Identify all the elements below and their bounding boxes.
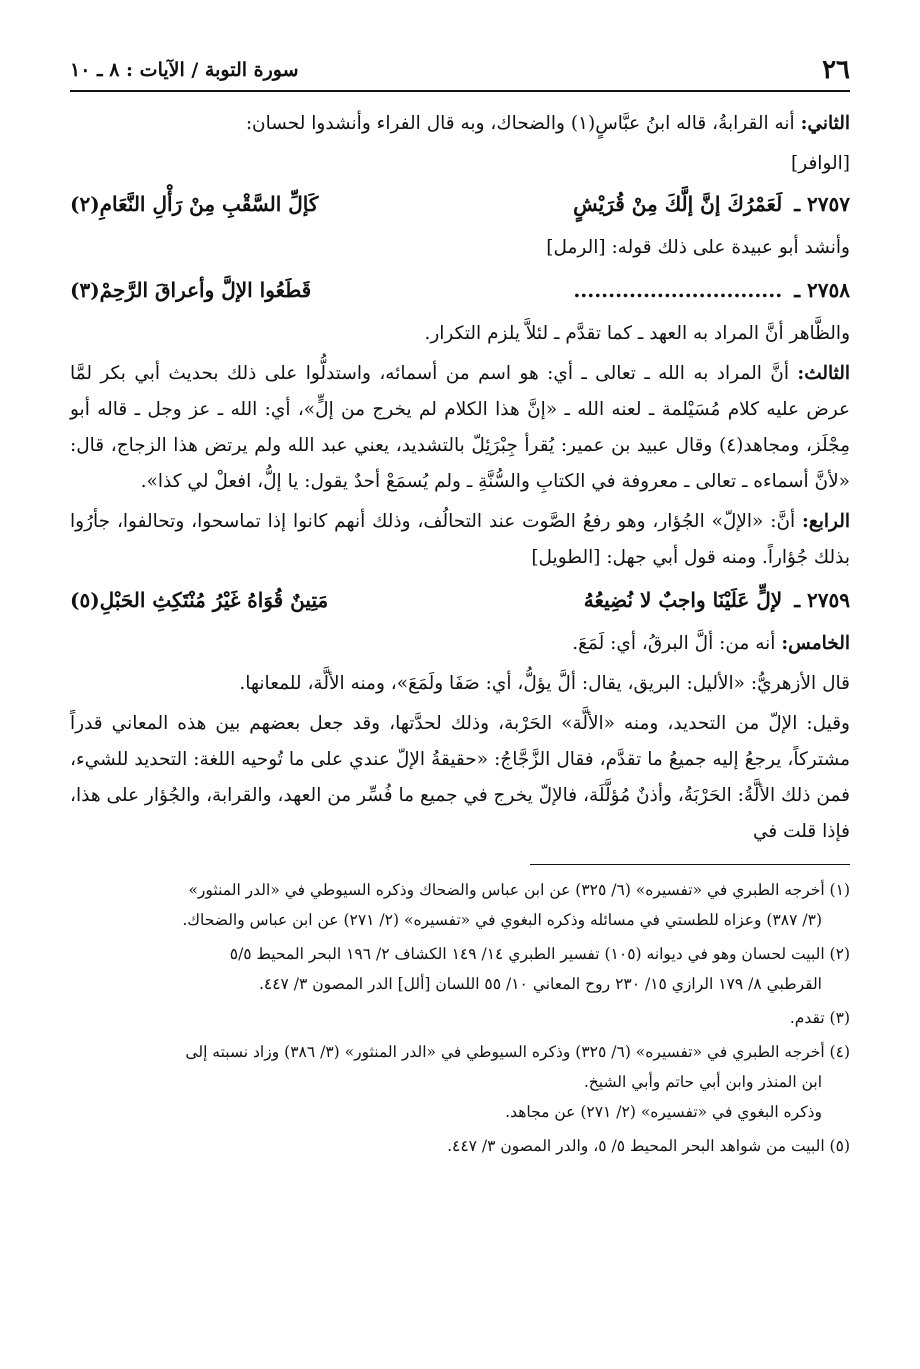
page-header xyxy=(70,50,850,92)
footnote-line: القرطبي ٨/ ١٧٩ الرازي ١٥/ ٢٣٠ روح المعاني ١٠/ ٥٥ اللسان [ألل] الدر المصون ٣/ ٤٤٧. xyxy=(258,975,822,993)
footnote-4 xyxy=(70,1037,850,1127)
label-second: الثاني: xyxy=(800,113,850,134)
footnotes xyxy=(70,875,850,1161)
verse-second-hemistich: كَإلِّ السَّقْبِ مِنْ رَأْلِ النَّعَامِ(٢) xyxy=(69,192,319,216)
running-title: سورة التوبة / الآيات : ٨ ـ ١٠ xyxy=(70,59,299,81)
paragraph-abu-ubayda: وأنشد أبو عبيدة على ذلك قوله: [الرمل] xyxy=(546,237,850,258)
label-fifth: الخامس: xyxy=(781,633,850,654)
paragraph-third xyxy=(70,356,850,500)
footnote-2 xyxy=(70,939,850,999)
footnote-line: (٥) البيت من شواهد البحر المحيط ٥/ ٥، والدر المصون ٣/ ٤٤٧. xyxy=(447,1137,850,1155)
page xyxy=(70,50,850,1165)
paragraph-apparent: والظَّاهر أنَّ المراد به العهد ـ كما تقدَّم ـ لئلاَّ يلزم التكرار. xyxy=(424,323,850,344)
verse-2757 xyxy=(70,184,850,224)
paragraph-tahdid: وقيل: الإلّ من التحديد، ومنه «الألَّة» الحَرْبة، وذلك لحدَّتها، وقد جعل بعضهم بين هذه المعاني قدراً مشتركاً، يرجعُ إليه جميعُ ما تقدَّم، فقال الزَّجَّاجُ: «حقيقةُ الإلّ عندي على ما تُوحيه اللغة: التحديد للشيء، فمن ذلك الألَّةُ: الحَرْبَةُ، وأذنٌ مُؤلَّلَة، فالإلّ يخرج في جميع ما فُسِّر من العهد، والقرابة، والجُؤار على هذا، فإذا قلت في xyxy=(70,713,850,842)
main-text xyxy=(70,106,850,850)
meter-wafir: [الوافر] xyxy=(791,153,850,174)
verse-number: ٢٧٥٨ ـ xyxy=(794,278,850,302)
footnote-line: وذكره البغوي في «تفسيره» (٢/ ٢٧١) عن مجاهد. xyxy=(505,1103,822,1121)
verse-first-hemistich: .............................. xyxy=(573,278,783,302)
verse-number: ٢٧٥٩ ـ xyxy=(794,588,850,612)
verse-second-hemistich: مَتِينٌ قُوَاهُ غَيْرُ مُنْتَكِثِ الحَبْلِ(٥) xyxy=(69,588,329,612)
verse-2759 xyxy=(70,580,850,620)
paragraph-second xyxy=(70,106,850,142)
text-fourth: أنَّ: «الإلّ» الجُؤار، وهو رفعُ الصَّوت عند التحالُف، وذلك أنهم كانوا إذا تماسحوا، وتحالفوا، جأرُوا بذلك جُؤاراً. ومنه قول أبي جهل: [الطويل] xyxy=(70,511,850,568)
text-fifth: أنه من: ألَّ البرقُ، أي: لَمَعَ. xyxy=(572,633,776,654)
paragraph-fifth xyxy=(70,626,850,662)
label-fourth: الرابع: xyxy=(802,511,850,532)
footnote-line: (٣/ ٣٨٧) وعزاه للطستي في مسائله وذكره البغوي في «تفسيره» (٢/ ٢٧١) عن ابن عباس والضحاك. xyxy=(182,911,822,929)
footnote-5 xyxy=(70,1131,850,1161)
verse-first-hemistich: لإلٍّ عَلَيْنَا واجبٌ لا نُضِيعُهُ xyxy=(583,588,783,612)
verse-second-hemistich: قَطَعُوا الإلَّ وأعراقَ الرَّحِمْ(٣) xyxy=(69,278,312,302)
paragraph-fourth xyxy=(70,504,850,576)
footnote-line: (٤) أخرجه الطبري في «تفسيره» (٦/ ٣٢٥) وذكره السيوطي في «الدر المنثور» (٣/ ٣٨٦) وزاد نسبته إلى xyxy=(185,1043,850,1061)
footnote-line: (٢) البيت لحسان وهو في ديوانه (١٠٥) تفسير الطبري ١٤/ ١٤٩ الكشاف ٢/ ١٩٦ البحر المحيط ٥/٥ xyxy=(229,945,850,963)
label-third: الثالث: xyxy=(797,363,850,384)
footnote-line: ابن المنذر وابن أبي حاتم وأبي الشيخ. xyxy=(583,1073,822,1091)
text-third: أنَّ المراد به الله ـ تعالى ـ أي: هو اسم من أسمائه، واستدلُّوا على ذلك بحديث أبي بكر لمَّا عرض عليه كلام مُسَيْلمة ـ لعنه الله ـ «إنَّ هذا الكلام لم يخرج من إلٍّ»، أي: الله ـ عز وجل ـ قاله أبو مِجْلَز، ومجاهد(٤) وقال عبيد بن عمير: يُقرأ جِبْرَئِلّ بالتشديد، يعني عبد الله ولم يرتض هذا الزجاج، قال: «لأنَّ أسماءه ـ تعالى ـ معروفة في الكتابِ والسُّنَّةِ ـ ولم يُسمَعْ أحدٌ يقول: يا إلُّ، افعلْ لي كذا». xyxy=(70,363,850,492)
footnote-line: (١) أخرجه الطبري في «تفسيره» (٦/ ٣٢٥) عن ابن عباس والضحاك وذكره السيوطي في «الدر المنثور» xyxy=(188,881,850,899)
footnote-divider xyxy=(530,864,850,865)
verse-number: ٢٧٥٧ ـ xyxy=(794,192,850,216)
page-number: ٢٦ xyxy=(822,55,850,85)
footnote-3 xyxy=(70,1003,850,1033)
verse-2758 xyxy=(70,270,850,310)
verse-first-hemistich: لَعَمْرُكَ إنَّ إلَّكَ مِنْ قُرَيْشٍ xyxy=(573,192,783,216)
text-second: أنه القرابةُ، قاله ابنُ عبَّاسٍ(١) والضحاك، وبه قال الفراء وأنشدوا لحسان: xyxy=(245,113,795,134)
paragraph-azhari: قال الأزهريُّ: «الأليل: البريق، يقال: ألَّ يؤلُّ، أي: صَفَا ولَمَعَ»، ومنه الألَّة، للمعانها. xyxy=(239,673,850,694)
footnote-line: (٣) تقدم. xyxy=(789,1009,850,1027)
footnote-1 xyxy=(70,875,850,935)
